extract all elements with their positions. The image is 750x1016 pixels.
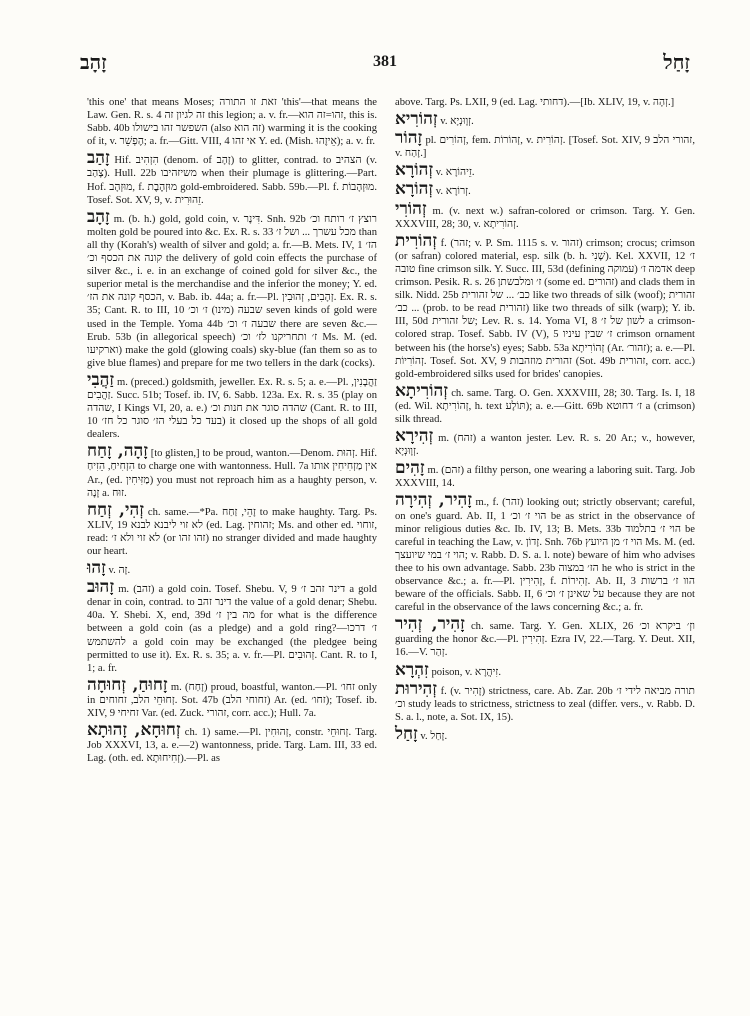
entry-headword: זָהוֹר <box>395 128 423 149</box>
entry-headword: זְהוֹרִיא <box>395 109 438 130</box>
entry-headword: זָהִים <box>395 458 425 479</box>
entry-text: m. (זהם) a filthy person, one wearing a laboring suit. Targ. Job XXXVIII, 14. <box>395 465 695 490</box>
entry-headword: זְהוֹרִי <box>395 198 427 219</box>
entry-text: ch. same.—*Pa. זָהֵי, זַחַח to make haughty. Targ. Ps. XLIV, 19 לא זוי ליבנא לבנא (ed. Lag. זהוחין; Ms. and other ed. זוחוי, read: לא זוי ולא ז׳ (or זהו זהו) no stranger divided and made haughty our heart. <box>87 506 377 557</box>
entry-text: f. (v. זָהִיר) strictness, care. Ab. Zar. 20b תורה מביאה לידי ז׳ וכ׳ study leads to strictness, strictness to zeal (differ. vers., v. Rabb. D. S. a. l., note, a. Sot. IX, 15). <box>395 685 695 723</box>
entry <box>395 659 695 680</box>
entry <box>395 181 695 198</box>
entry-headword: זָחוּחַ, זְחוּחָה <box>87 674 168 695</box>
entry <box>395 230 696 381</box>
entry-text: 'this one' that means Moses; זאת זו התורה 'this'—that means the Law. Gen. R. s. 4 זה לגיון זה this legion; a. v. fr.—זהו=זה הוא, this is. Sabb. 40b השפשר זהו בישולו (also זה הוא) warming it is the cooking of it, v. הֶפְשֵׁר; a. fr.—Gitt. VIII, 4 אי זהו Y. ed. (Mish. אֵיזֶהוּ); a. v. fr. <box>87 97 378 148</box>
entry <box>395 130 695 160</box>
entry <box>87 443 377 499</box>
entry-headword: זְהוֹרָא <box>395 179 434 200</box>
entry <box>395 198 695 231</box>
entry <box>395 460 695 490</box>
entry-text: v. זְוָוּנְיָא. <box>440 116 474 128</box>
entry-headword: זְהוֹרָא <box>395 160 434 181</box>
entry-text: m. (preced.) goldsmith, jeweller. Ex. R. s. 5; a. e.—Pl. זַהֲבָנִין, זַהֲבִים. Succ. 51b; Tosef. ib. IV, 6. Sabb. 123a. Ex. R. s. 35 (play on שהדה, I Kings VI, 20, a. e.) שהדה סוגר את חנות וכ׳ (Cant. R. to III, 10 בעד כל בעלי הז׳ סוגר כל חז׳) it closed up the shops of all gold dealers. <box>87 376 378 441</box>
entry-text: [to glisten,] to be proud, wanton.—Denom. זְהוּת. Hif. הִזְחִיחַ, הֵזִיחַ to charge one with wantonness. Hull. 7a אין מַזְחִיחִין אותו Ar., (ed. מַזִּיחִין) you must not reproach him as a haughty person, v. זָנָה a. זוּח. <box>87 448 377 499</box>
entry <box>87 722 377 765</box>
entry-headword: זְחוּחָא, זָהוּתָא <box>87 720 181 741</box>
entry-text: m., f. (זהר) looking out; strictly observant; careful, on one's guard. Ab. II, 1 הוי ז׳ וכ׳ be as strict in the observance of minor religious duties &c. Ib. IV, 13; B. Mets. 33b הוי ז׳ בתלמוד be careful in teaching the Law, v. זָדוֹן. Snh. 76b הוי ז׳ מן היועץ Ms. M. (ed. הוי ז׳ במי שיועצך; v. Rabb. D. S. a. l. note) beware of him who advises thee to his own advantage. Sabb. 23b הז׳ במצוה he who is strict in the observance &c.; a. fr.—Pl. זְהִירִין, f. זְהִירוֹת. Ab. II, 3 הוו ז׳ ברשות beware of the officials. Sabb. II, 6 על שאינן ז׳ וכ׳ because they are not careful in the observance of the laws concerning &c.; a. fr. <box>395 497 696 614</box>
entry-text: poison, v. זִיהֲרָא. <box>431 666 501 678</box>
entry-headword: זְהִירָא <box>395 426 434 447</box>
entry-headword: זַהֲבִי <box>87 369 115 390</box>
entry <box>87 674 377 720</box>
entry-headword: זְהוֹרִיתָא <box>395 380 448 401</box>
entry-headword: זָהִיר, זְהִיר <box>395 614 465 635</box>
entry-headword: זָהָה, זָחַח <box>87 441 149 462</box>
entry <box>87 369 378 441</box>
right-column <box>395 92 695 745</box>
entry-text: ch. 1) same.—Pl. זְהוּחִין, constr. זְחוּחֵי. Targ. Job XXXVI, 13, a. e.—2) wantonness, pride. Targ. Lam. III, 33 ed. Lag. (oth. ed. זְחִיחוּתָא).—Pl. as <box>87 727 377 765</box>
entry-text: pl. זְהוֹרִים, fem. זְהוֹרוֹת, v. זְהוֹרִית. [Tosef. Sot. XIV, 9 זהורי הלב, v. זָהַח.] <box>395 135 695 160</box>
entry-text: v. זְרוֹרָא. <box>435 186 471 198</box>
entry <box>395 616 695 659</box>
entry-headword: זָהַב <box>87 148 110 169</box>
entry-text: m. (זהח) a wanton jester. Lev. R. s. 20 Ar.; v., however, זְוָוּנְיָא. <box>395 433 695 458</box>
entry-headword: זִהְרָא <box>395 659 429 680</box>
entry <box>87 560 377 577</box>
entry <box>87 150 377 206</box>
entry-headword: זָהוּ <box>87 558 106 579</box>
entry-text: v. זָחַל. <box>420 730 448 742</box>
page-header <box>80 48 690 76</box>
entry-headword: זָהִיר, זְהִירָה <box>395 490 473 511</box>
entry-headword: זָהוּב <box>87 577 115 598</box>
entry-text: m. (זָחַח) proud, boastful, wanton.—Pl. זחו׳ only in זְחוּחֵי הלב, זחוחים. Sot. 47b (זחוחי הלב) Ar. (ed. זחו׳); Tosef. ib. XIV, 9 זחיחי Var. (ed. Zuck. זהורי, corr. acc.); Hull. 7a. <box>87 681 377 720</box>
entry <box>395 492 695 614</box>
entry-headword: זָחַל <box>395 723 418 744</box>
entry-headword: זְהִי, זְחַח <box>87 499 144 520</box>
entry-headword: זְהִירוּת <box>395 678 438 699</box>
entry <box>395 678 695 724</box>
entry <box>395 162 695 179</box>
entry <box>395 723 695 744</box>
entry-headword: זָהָב <box>87 206 110 227</box>
entry-text: m. (b. h.) gold, gold coin, v. דִּינָר. Snh. 92b רוצץ ז׳ רותח וכ׳ molten gold be poured into &c. Ex. R. s. 33 מכל עשרך ... ושל ז׳ than all thy (Korah's) wealth of silver and gold; a. fr.—B. Mets. IV, 1 הז׳ קונה את הכסף וכ׳ the delivery of gold coin effects the purchase of silver &c., i. e. in an exchange of coined gold for silver &c., the superior metal is the merchandise and the inferior the money; Y. ed. הכסף קונה את הז׳, v. Bab. ib. 44a; a. fr.—Pl. זְהָבִים, זְהוּבִין. Ex. R. s. 35; Cant. R. to III, 10 שבעה (מינו) ז׳ וכ׳ seven kinds of gold were used in the Temple. Yoma 44b שבעה ז׳ וכ׳ there are seven &c.—Erub. 53b (in allegorical speech) ז׳ ותחריקנו לז׳ וכ׳ Ms. M. (ed. וארקיעו) make the gold (glowing coals) sky-blue (fan them so as to give blue flames) and prepare for me two tellers in the dark (cocks). <box>87 213 378 369</box>
entry-text: m. (זהב) a gold coin. Tosef. Shebu. V, 9 דינר זהב ז׳ a gold denar in coin, contrad. to דינר זהב the value of a gold denar; Shebu. 40a. Y. Shebi. X, end, 39d מה בין ז׳ for what is the difference between a gold coin (as a pledge) and a gold ring?—ז׳ דרכו להשתמש a gold coin may be exchanged (the pledgee being permitted to use it). Ex. R. s. 35; a. v. fr.—Pl. זְהוּבִים. Cant. R. to I, 1; a. fr. <box>87 584 377 674</box>
right-running-headword: זָחַל <box>663 49 690 74</box>
entry <box>395 380 695 426</box>
entry-text: ch. same. Targ. Y. Gen. XLIX, 26 וזְ׳ ביקרא וכ׳ guarding the honor &c.—Pl. זְהִירִין. Ezra IV, 22.—Targ. Y. Deut. XII, 16.—V. זְהַר. <box>395 621 696 659</box>
entry-text: v. זָה. <box>108 565 131 577</box>
left-column <box>87 92 377 767</box>
entry <box>87 579 377 675</box>
entry-text: ch. same. Targ. O. Gen. XXXVIII, 28; 30. Targ. Is. I, 18 (ed. Wil. זְהוֹרִיתָא, h. text תּוֹלָע); a. e.—Gitt. 69b ז׳ דחוטא a (crimson) silk thread. <box>395 387 695 425</box>
entry <box>395 92 695 109</box>
entry-text: v. זֵיהוֹרָא. <box>435 167 475 179</box>
entry <box>87 206 378 370</box>
entry <box>87 92 377 148</box>
entry <box>395 428 695 458</box>
entry-headword: זְהוֹרִית <box>395 230 438 251</box>
entry-text: f. (זהר; v. P. Sm. 1115 s. v. זהור) crimson; crocus; crimson (or safran) colored material, esp. silk (b. h. שָׁנִי). Kel. XXVII, 12 ז׳ טובה fine crimson silk. Y. Succ. III, 53d (defining עמוקה) אדמה ז׳ deep crimson. Pesik. R. s. 26 ז׳ ומלבשתן (some ed. זהורים) and clads them in silk. Nidd. 25b כב׳ ... של זהורית like two threads of silk (woof); זהורית ... כב׳ (prob. to be read זהורית) like two threads of silk (warp); Y. ib. III, 50d של זהורית; Lev. R. s. 14. Yoma VI, 8 לשון של ז׳ a crimson-colored strap. Tosef. Sabb. IV (V), 5 ז׳ שבין עיניו crimson ornament between his (the horse's) eyes; Sabb. 53a זְהוֹרִיתָא (Ar. זהור׳); a. e.—Pl. זְהוֹרִיוֹת. Tosef. Sot. XV, 9 זהורית מוזהבות (Sot. 49b זהורית, corr. acc.) gold-embroidered silks used for brides' canopies. <box>395 237 696 380</box>
entry-text: m. (v. next w.) safran-colored or crimson. Targ. Y. Gen. XXXVIII, 28; 30, v. זְהוֹרִיתָא. <box>395 205 695 230</box>
page-number: 381 <box>372 53 397 70</box>
left-running-headword: זָהָב <box>80 49 107 74</box>
entry-text: Hif. הִזְהִיב (denom. of זָהָב) to glitter, contrad. to הצהיב (v. צָהַב). Hull. 22b משיזהיבו when their plumage is glittering.—Part. Hof. מוּזְהָב, f. מוּזְהֶבֶת gold-embroidered. Sabb. 59b.—Pl. f. מוּזְהָבוֹת. Tosef. Sot. XV, 9, v. זֵהוּרִית. <box>87 155 378 206</box>
entry <box>395 111 695 128</box>
entry <box>87 499 377 558</box>
entry-text: above. Targ. Ps. LXII, 9 (ed. Lag. דחותי).—[Ib. XLIV, 19, v. זְהָה.] <box>395 97 675 108</box>
